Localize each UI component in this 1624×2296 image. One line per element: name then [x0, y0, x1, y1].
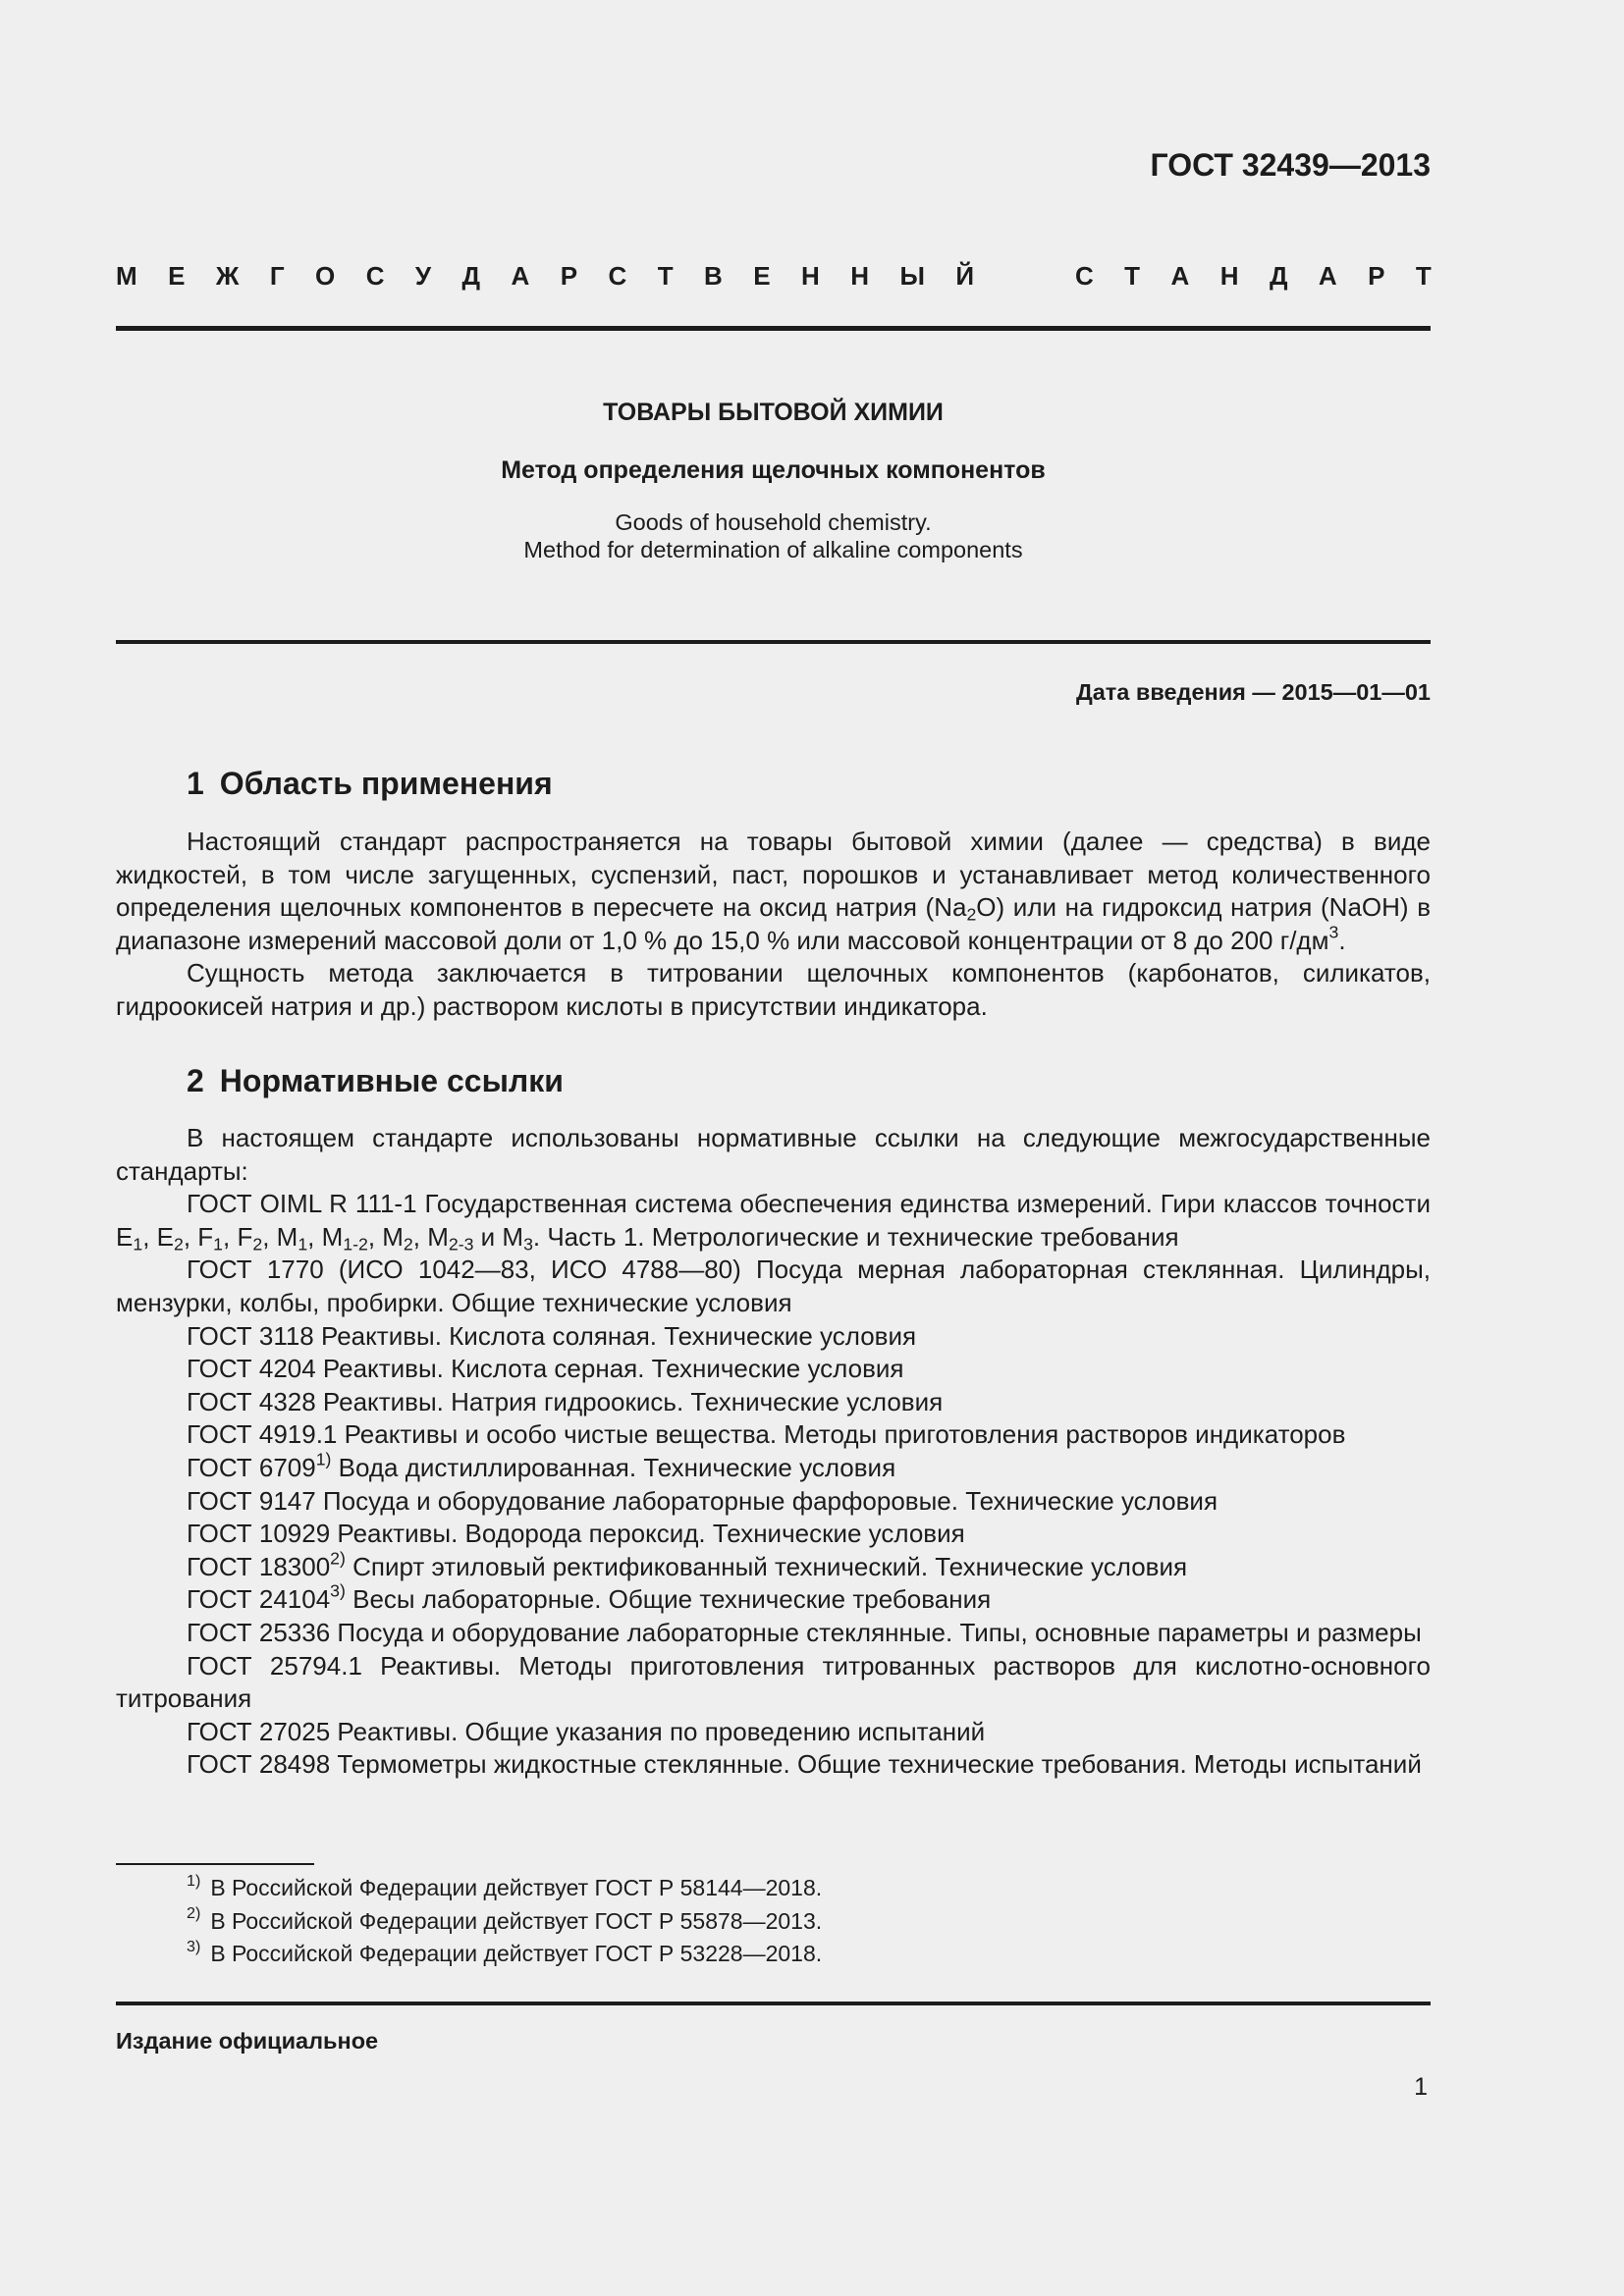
subscript: 1-2	[343, 1234, 368, 1255]
scope-paragraph	[116, 826, 1431, 957]
standard-type-heading	[116, 261, 1432, 292]
footnotes	[187, 1872, 822, 1971]
reference-gost-4204: ГОСТ 4204 Реактивы. Кислота серная. Технические условия	[187, 1354, 904, 1384]
footnote-2	[187, 1905, 822, 1939]
footnote-mark: 1)	[315, 1449, 332, 1469]
text: . Часть 1. Метрологические и технические требования	[532, 1221, 1179, 1252]
text: Весы лабораторные. Общие технические требования	[345, 1584, 992, 1615]
footnote-mark: 1)	[187, 1871, 201, 1890]
letter: С	[1074, 261, 1094, 291]
footnote-text: В Российской Федерации действует ГОСТ Р 58144—2018.	[210, 1875, 823, 1900]
letter: Й	[955, 261, 975, 291]
reference-gost-10929: ГОСТ 10929 Реактивы. Водорода пероксид. Технические условия	[187, 1519, 965, 1549]
superscript: 3	[1328, 922, 1339, 942]
text: ГОСТ 6709	[187, 1452, 316, 1482]
reference-gost-27025: ГОСТ 27025 Реактивы. Общие указания по проведению испытаний	[187, 1716, 986, 1746]
letter: Т	[1415, 261, 1432, 291]
section-2-body	[116, 1122, 1431, 1782]
reference-gost-28498: ГОСТ 28498 Термометры жидкостные стеклянные. Общие технические требования. Методы испытаний	[187, 1749, 1422, 1780]
footer-divider	[116, 2002, 1431, 2005]
title-divider	[116, 640, 1431, 644]
letter: А	[1318, 261, 1337, 291]
subscript: 1	[133, 1234, 143, 1255]
title-english-line1: Goods of household chemistry.	[615, 509, 932, 535]
reference-gost-25794: ГОСТ 25794.1 Реактивы. Методы приготовления титрованных растворов для кислотно-основного титрования	[116, 1650, 1431, 1714]
text: .	[1338, 925, 1346, 955]
reference-gost-18300	[116, 1548, 1431, 1584]
footnote-separator	[116, 1863, 314, 1865]
letter: Т	[1124, 261, 1141, 291]
letter: О	[315, 261, 336, 291]
letter: Ы	[899, 261, 925, 291]
letter: В	[704, 261, 723, 291]
letter: Г	[269, 261, 285, 291]
text: Вода дистиллированная. Технические условия	[331, 1452, 896, 1482]
title-english-line2: Method for determination of alkaline components	[523, 537, 1023, 562]
letter: Е	[168, 261, 186, 291]
footnote-text: В Российской Федерации действует ГОСТ Р 55878—2013.	[210, 1907, 823, 1934]
text: , M	[367, 1221, 404, 1252]
letter: Н	[1219, 261, 1239, 291]
reference-gost-24104	[116, 1580, 1431, 1617]
letter: Е	[753, 261, 771, 291]
subscript: 3	[523, 1234, 533, 1255]
text: , M	[307, 1221, 344, 1252]
official-edition-label: Издание официальное	[116, 2028, 379, 2054]
footnote-mark: 2)	[187, 1904, 201, 1923]
text: , E	[142, 1221, 174, 1252]
letter: Р	[1368, 261, 1385, 291]
section-number: 1	[187, 766, 204, 801]
letter: Т	[657, 261, 674, 291]
section-2-heading	[187, 1063, 564, 1099]
word-gap	[1005, 261, 1045, 292]
method-essence-paragraph: Сущность метода заключается в титровании щелочных компонентов (карбонатов, силикатов, гидроокисей натрия и др.) раствором кислоты в присутствии индикатора.	[116, 958, 1431, 1021]
title-subtitle: Метод определения щелочных компонентов	[501, 456, 1046, 484]
reference-gost-4328: ГОСТ 4328 Реактивы. Натрия гидроокись. Технические условия	[187, 1386, 944, 1416]
letter: С	[365, 261, 385, 291]
footnote-3	[187, 1938, 822, 1971]
subscript: 2	[403, 1234, 413, 1255]
letter: Н	[801, 261, 820, 291]
footnote-mark: 2)	[330, 1548, 346, 1569]
text: Спирт этиловый ректификованный технический. Технические условия	[345, 1551, 1188, 1581]
section-1-body	[116, 826, 1431, 1024]
text: , F	[223, 1221, 253, 1252]
section-number: 2	[187, 1063, 204, 1098]
letter: Д	[461, 261, 481, 291]
reference-oiml	[116, 1188, 1431, 1254]
text: , F	[183, 1221, 214, 1252]
letter: Д	[1269, 261, 1288, 291]
footnote-mark: 3)	[187, 1937, 201, 1955]
subscript: 1	[213, 1234, 224, 1255]
text: ГОСТ 18300	[187, 1551, 331, 1581]
text: , M	[412, 1221, 449, 1252]
reference-gost-3118: ГОСТ 3118 Реактивы. Кислота соляная. Технические условия	[187, 1320, 917, 1351]
page-number: 1	[1414, 2073, 1428, 2101]
title-main: ТОВАРЫ БЫТОВОЙ ХИМИИ	[603, 399, 944, 426]
references-intro: В настоящем стандарте использованы нормативные ссылки на следующие межгосударственные стандарты:	[116, 1123, 1431, 1186]
section-title: Область применения	[219, 766, 553, 801]
text: O) или на гидроксид натрия (NaOH) в диапазоне измерений массовой доли от 1,0 % до 15,0 % или массовой концентрации от 8 до 200 г/дм	[116, 892, 1432, 955]
text: ГОСТ OIML R 111-1 Государственная система обеспечения единства измерений. Гири классов точности E	[116, 1189, 1431, 1252]
text: ГОСТ 24104	[187, 1584, 331, 1615]
footnote-mark: 3)	[330, 1580, 346, 1601]
letter: У	[414, 261, 432, 291]
letter: М	[116, 261, 137, 291]
text: и M	[473, 1221, 524, 1252]
text: , M	[262, 1221, 298, 1252]
letter: Н	[850, 261, 870, 291]
subscript: 2-3	[448, 1234, 474, 1255]
reference-gost-4919: ГОСТ 4919.1 Реактивы и особо чистые вещества. Методы приготовления растворов индикаторов	[187, 1419, 1346, 1450]
text: Настоящий стандарт распространяется на товары бытовой химии (далее — средства) в виде жидкостей, в том числе загущенных, суспензий, паст, порошков и устанавливает метод количественного определения щелочных компонентов в пересчете на оксид натрия (Na	[116, 827, 1431, 923]
header-divider	[116, 326, 1431, 331]
footnote-1	[187, 1872, 822, 1905]
document-number: ГОСТ 32439—2013	[1150, 147, 1431, 183]
letter: Р	[560, 261, 578, 291]
introduction-date: Дата введения — 2015—01—01	[1075, 679, 1431, 705]
reference-gost-6709	[116, 1449, 1431, 1485]
reference-gost-1770: ГОСТ 1770 (ИСО 1042—83, ИСО 4788—80) Посуда мерная лабораторная стеклянная. Цилиндры, мензурки, колбы, пробирки. Общие технические условия	[116, 1255, 1431, 1317]
subscript: 2	[252, 1234, 263, 1255]
letter: Ж	[215, 261, 240, 291]
reference-gost-25336: ГОСТ 25336 Посуда и оборудование лабораторные стеклянные. Типы, основные параметры и размеры	[187, 1617, 1422, 1647]
letter: С	[608, 261, 627, 291]
subscript: 2	[966, 904, 977, 925]
letter: А	[511, 261, 530, 291]
footnote-text: В Российской Федерации действует ГОСТ Р 53228—2018.	[210, 1941, 823, 1966]
section-title: Нормативные ссылки	[219, 1063, 564, 1098]
section-1-heading	[187, 766, 553, 802]
subscript: 2	[173, 1234, 184, 1255]
subscript: 1	[298, 1234, 308, 1255]
letter: А	[1170, 261, 1190, 291]
reference-gost-9147: ГОСТ 9147 Посуда и оборудование лабораторные фарфоровые. Технические условия	[187, 1485, 1218, 1516]
